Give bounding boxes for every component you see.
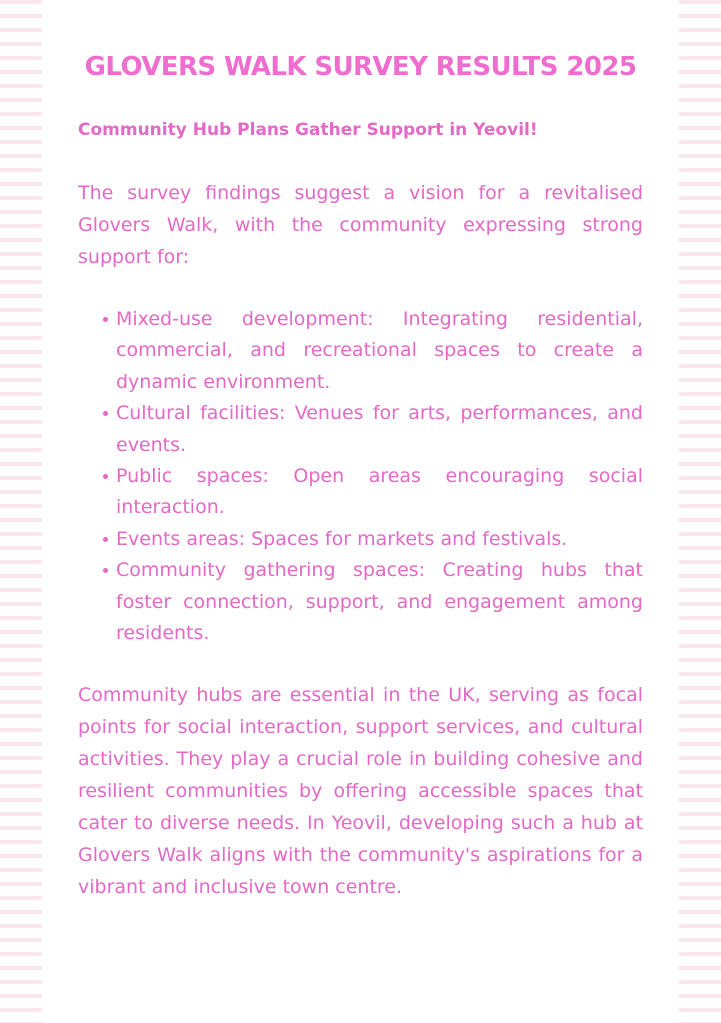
bullet-icon	[103, 568, 108, 573]
intro-paragraph: The survey findings suggest a vision for a revitalised Glovers Walk, with the community expressing strong support for:	[78, 182, 643, 268]
list-item-text: Events areas: Spaces for markets and festivals.	[116, 527, 568, 550]
decorative-wave-left	[0, 0, 42, 1023]
support-list	[116, 304, 643, 649]
closing-paragraph: Community hubs are essential in the UK, serving as focal points for social interaction, support services, and cultural activities. They play a crucial role in building cohesive and resilient communities by offering accessible spaces that cater to diverse needs. In Yeovil, developing such a hub at Glovers Walk aligns with the community's aspirations for a vibrant and inclusive town centre.	[78, 684, 643, 898]
bullet-icon	[103, 537, 108, 542]
list-item-text: Public spaces: Open areas encouraging social interaction.	[116, 465, 643, 519]
document-title: GLOVERS WALK SURVEY RESULTS 2025	[84, 52, 637, 82]
list-item	[116, 304, 643, 398]
bullet-icon	[103, 411, 108, 416]
list-item-text: Community gathering spaces: Creating hubs that foster connection, support, and engagement among residents.	[116, 559, 643, 645]
decorative-wave-right	[679, 0, 721, 1023]
list-item	[116, 524, 643, 555]
list-item	[116, 461, 643, 524]
list-item-text: Mixed-use development: Integrating residential, commercial, and recreational spaces to create a dynamic environment.	[116, 308, 643, 393]
list-item	[116, 398, 643, 461]
document-subtitle: Community Hub Plans Gather Support in Yeovil!	[78, 120, 538, 140]
bullet-icon	[103, 317, 108, 322]
list-item-text: Cultural facilities: Venues for arts, performances, and events.	[116, 402, 643, 456]
bullet-icon	[103, 474, 108, 479]
list-item	[116, 555, 643, 649]
